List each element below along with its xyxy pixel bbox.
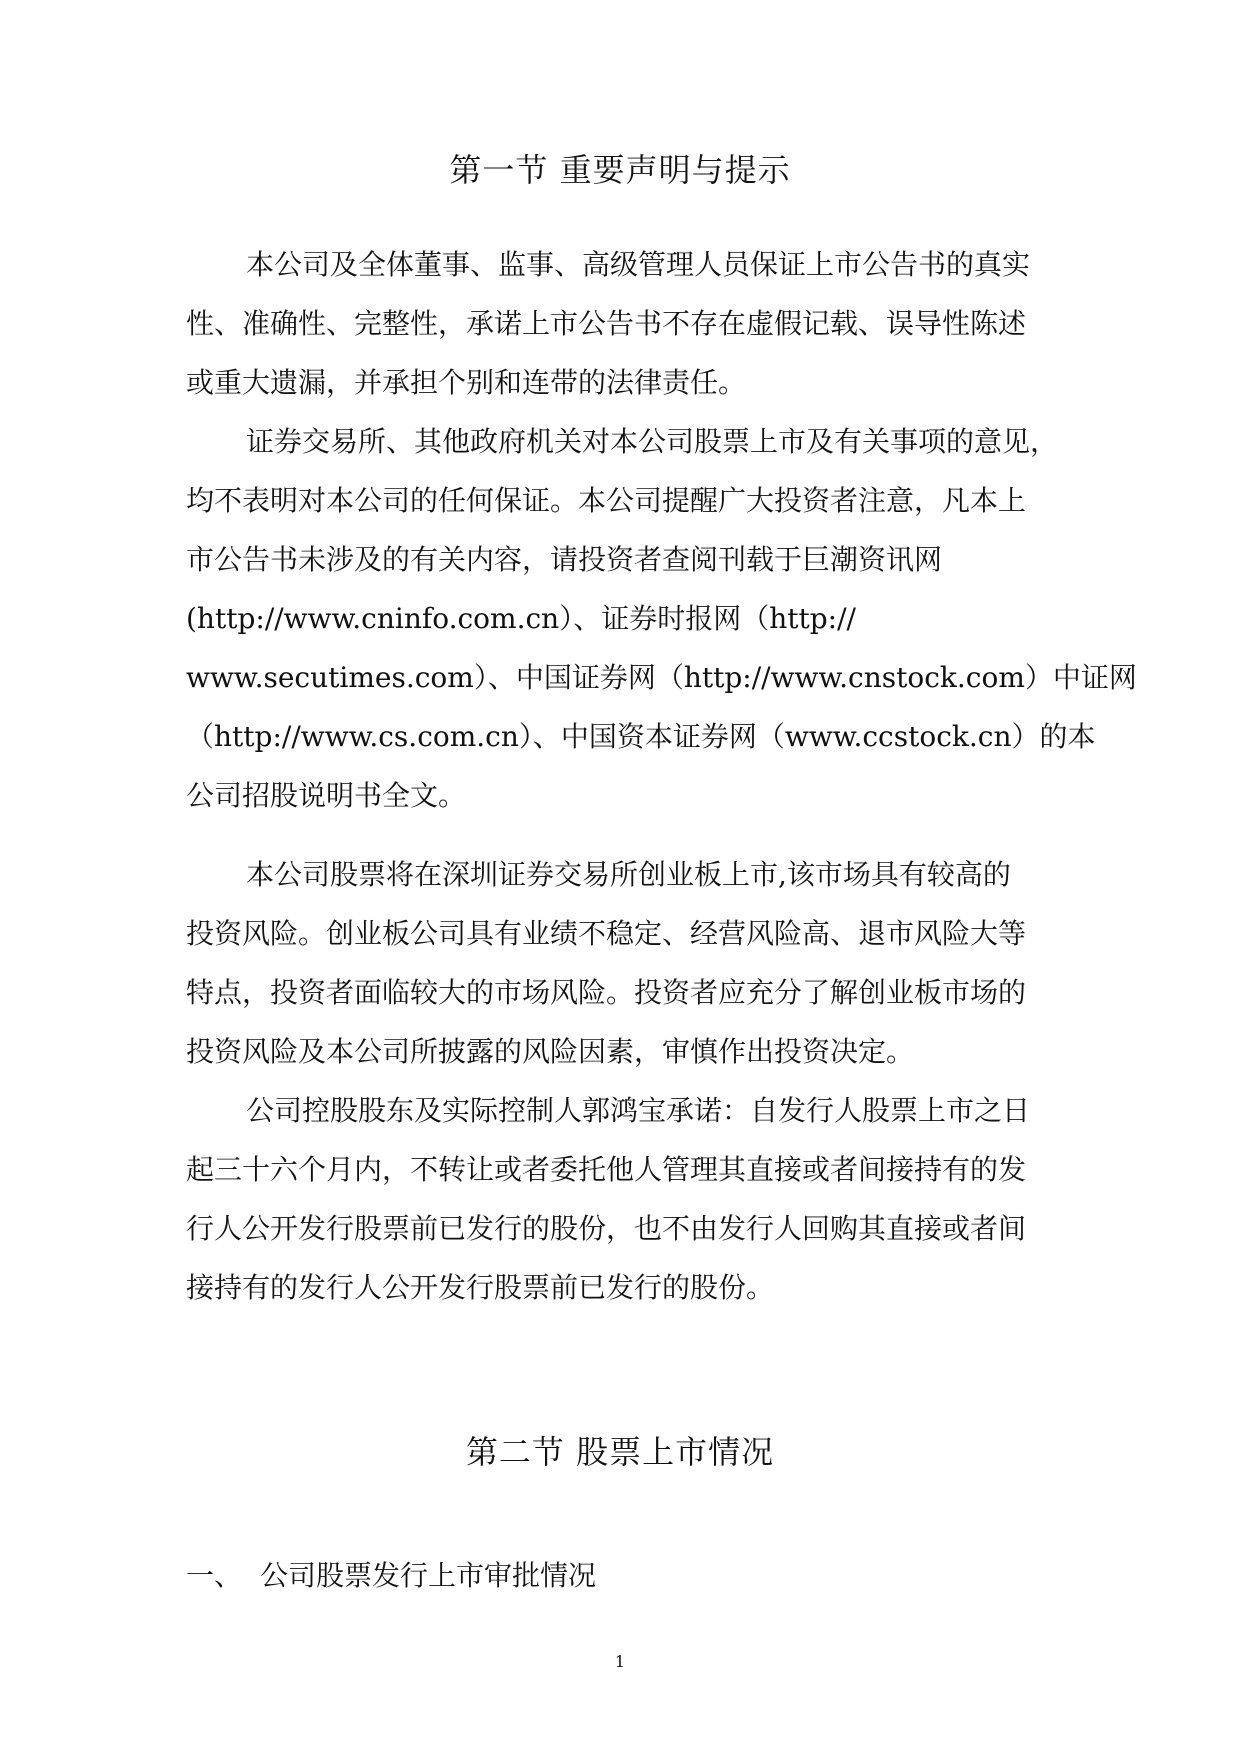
list-item-number: 一、: [186, 1559, 243, 1592]
paragraph-line: （http://www.cs.com.cn）、中国资本证券网（www.ccstock.cn）的本: [186, 720, 1096, 753]
paragraph-line: 起三十六个月内，不转让或者委托他人管理其直接或者间接持有的发: [186, 1153, 1027, 1186]
list-item: [186, 1556, 596, 1596]
paragraph-line: 或重大遗漏，并承担个别和连带的法律责任。: [186, 366, 747, 399]
section-2-title: 第二节 股票上市情况: [465, 1433, 775, 1471]
paragraph-1: [186, 235, 1066, 412]
page-number: 1: [614, 1652, 626, 1671]
paragraph-line: 均不表明对本公司的任何保证。本公司提醒广大投资者注意，凡本上: [186, 484, 1027, 517]
paragraph-line: (http://www.cninfo.com.cn）、证券时报网（http://: [186, 602, 856, 635]
paragraph-line: 特点，投资者面临较大的市场风险。投资者应充分了解创业板市场的: [186, 976, 1027, 1009]
paragraph-4: [186, 1081, 1066, 1317]
list-item-text: 公司股票发行上市审批情况: [260, 1559, 597, 1592]
paragraph-line: 市公告书未涉及的有关内容，请投资者查阅刊载于巨潮资讯网: [186, 543, 943, 576]
paragraph-3: [186, 845, 1066, 1081]
paragraph-line: 行人公开发行股票前已发行的股份，也不由发行人回购其直接或者间: [186, 1212, 1027, 1245]
paragraph-line: 证券交易所、其他政府机关对本公司股票上市及有关事项的意见，: [246, 425, 1059, 458]
paragraph-line: 投资风险。创业板公司具有业绩不稳定、经营风险高、退市风险大等: [186, 917, 1027, 950]
paragraph-line: 本公司股票将在深圳证券交易所创业板上市,该市场具有较高的: [246, 858, 1011, 891]
paragraph-line: 投资风险及本公司所披露的风险因素，审慎作出投资决定。: [186, 1035, 915, 1068]
paragraph-line: 接持有的发行人公开发行股票前已发行的股份。: [186, 1271, 775, 1304]
paragraph-line: www.secutimes.com）、中国证券网（http://www.cnstock.com）中证网: [186, 661, 1137, 694]
section-1-title: 第一节 重要声明与提示: [449, 151, 791, 189]
paragraph-line: 本公司及全体董事、监事、高级管理人员保证上市公告书的真实: [246, 248, 1031, 281]
paragraph-line: 公司招股说明书全文。: [186, 779, 467, 812]
paragraph-line: 性、准确性、完整性，承诺上市公告书不存在虚假记载、误导性陈述: [186, 307, 1027, 340]
paragraph-line: 公司控股股东及实际控制人郭鸿宝承诺：自发行人股票上市之日: [246, 1094, 1031, 1127]
paragraph-2: [186, 412, 1137, 825]
